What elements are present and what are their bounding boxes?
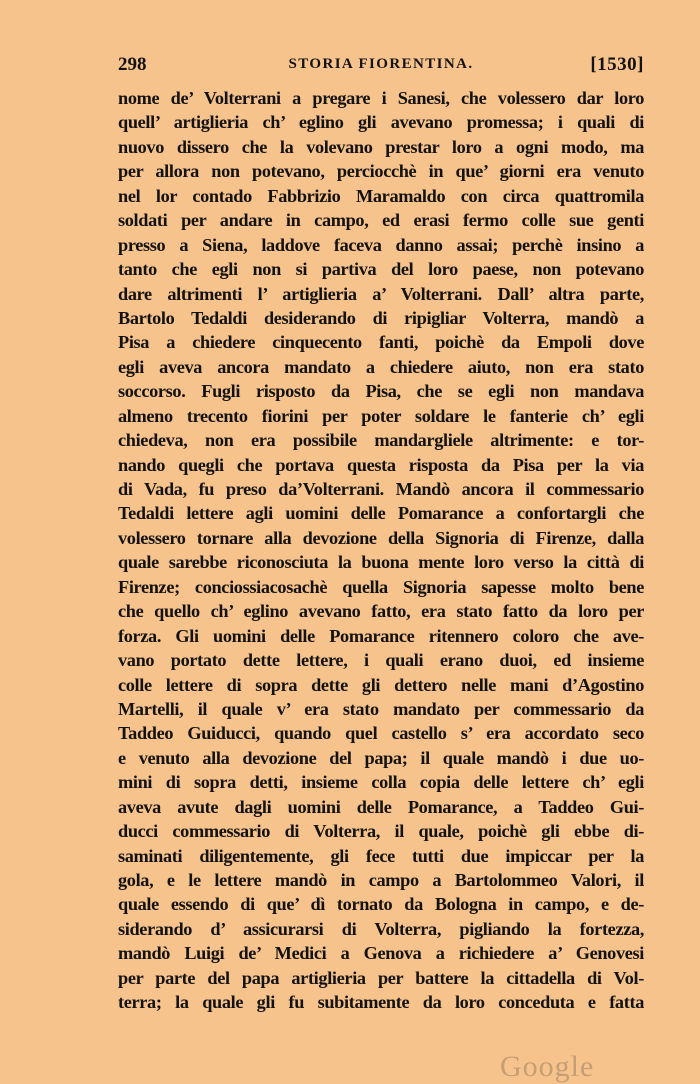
text-line: nel lor contado Fabbrizio Maramaldo con circa quattromila bbox=[118, 185, 644, 206]
text-line: chiedeva, non era possibile mandargliele altrimente: e tor- bbox=[118, 430, 644, 451]
text-line: gola, e le lettere mandò in campo a Bartolommeo Valori, il bbox=[118, 870, 644, 890]
google-watermark: Google bbox=[500, 1050, 595, 1083]
running-title: STORIA FIORENTINA. bbox=[288, 56, 474, 72]
book-page bbox=[118, 54, 644, 1015]
text-line: nome de’ Volterrani a pregare i Sanesi, che volessero dar loro bbox=[118, 88, 644, 108]
text-line: ducci commessario di Volterra, il quale, poichè gli ebbe di- bbox=[118, 821, 644, 842]
text-line: nuovo dissero che la volevano prestar loro a ogni modo, ma bbox=[118, 136, 644, 157]
text-line: saminati diligentemente, gli fece tutti due impiccar per la bbox=[118, 845, 644, 866]
text-line: Pisa a chiedere cinquecento fanti, poichè da Empoli dove bbox=[118, 332, 644, 353]
text-line: tanto che egli non si partiva del loro paese, non potevano bbox=[118, 259, 644, 280]
text-line: Martelli, il quale v’ era stato mandato per commessario da bbox=[118, 698, 644, 719]
text-line: per allora non potevano, perciocchè in que’ giorni era venuto bbox=[118, 161, 644, 182]
text-line: nando quegli che portava questa risposta da Pisa per la via bbox=[118, 454, 644, 475]
text-line: colle lettere di sopra dette gli dettero nelle mani d’Agostino bbox=[118, 674, 644, 695]
text-line: terra; la quale gli fu subitamente da loro conceduta e fatta bbox=[118, 992, 644, 1013]
text-line: mandò Luigi de’ Medici a Genova a richiedere a’ Genovesi bbox=[118, 943, 644, 964]
text-line: Firenze; conciossiacosachè quella Signoria sapesse molto bene bbox=[118, 576, 644, 597]
text-line: e venuto alla devozione del papa; il quale mandò i due uo- bbox=[118, 747, 644, 768]
text-line: almeno trecento fiorini per poter soldare le fanterie ch’ egli bbox=[118, 405, 644, 426]
year-marker: [1530] bbox=[590, 54, 644, 75]
text-line: di Vada, fu preso da’Volterrani. Mandò ancora il commessario bbox=[118, 479, 644, 499]
text-line: dare altrimenti l’ artiglieria a’ Volterrani. Dall’ altra parte, bbox=[118, 283, 644, 304]
text-line: Bartolo Tedaldi desiderando di ripigliar Volterra, mandò a bbox=[118, 307, 644, 328]
page-number: 298 bbox=[118, 54, 147, 75]
text-line: quale sarebbe riconosciuta la buona mente loro verso la città di bbox=[118, 552, 644, 573]
text-line: Tedaldi lettere agli uomini delle Pomarance a confortargli che bbox=[118, 503, 644, 524]
text-line: vano portato dette lettere, i quali erano duoi, ed insieme bbox=[118, 650, 644, 671]
text-line: che quello ch’ eglino avevano fatto, era stato fatto da loro per bbox=[118, 601, 644, 622]
text-line: presso a Siena, laddove faceva danno assai; perchè insino a bbox=[118, 234, 644, 255]
text-line: quale essendo di que’ dì tornato da Bologna in campo, e de- bbox=[118, 894, 644, 915]
text-line: forza. Gli uomini delle Pomarance ritennero coloro che ave- bbox=[118, 625, 644, 646]
text-line: aveva avute dagli uomini delle Pomarance, a Taddeo Gui- bbox=[118, 796, 644, 817]
text-line: siderando d’ assicurarsi di Volterra, pigliando la fortezza, bbox=[118, 918, 644, 939]
text-line: soccorso. Fugli risposto da Pisa, che se egli non mandava bbox=[118, 381, 644, 402]
text-line: Taddeo Guiducci, quando quel castello s’ era accordato seco bbox=[118, 723, 644, 744]
text-line: per parte del papa artiglieria per battere la cittadella di Vol- bbox=[118, 967, 644, 988]
text-line: quell’ artiglieria ch’ eglino gli avevano promessa; i quali di bbox=[118, 112, 644, 133]
text-line: mini di sopra detti, insieme colla copia delle lettere ch’ egli bbox=[118, 772, 644, 793]
text-line: soldati per andare in campo, ed erasi fermo colle sue genti bbox=[118, 210, 644, 231]
text-line: egli aveva ancora mandato a chiedere aiuto, non era stato bbox=[118, 356, 644, 377]
running-head bbox=[118, 54, 644, 80]
text-line: volessero tornare alla devozione della Signoria di Firenze, dalla bbox=[118, 527, 644, 548]
body-text bbox=[118, 86, 644, 1015]
